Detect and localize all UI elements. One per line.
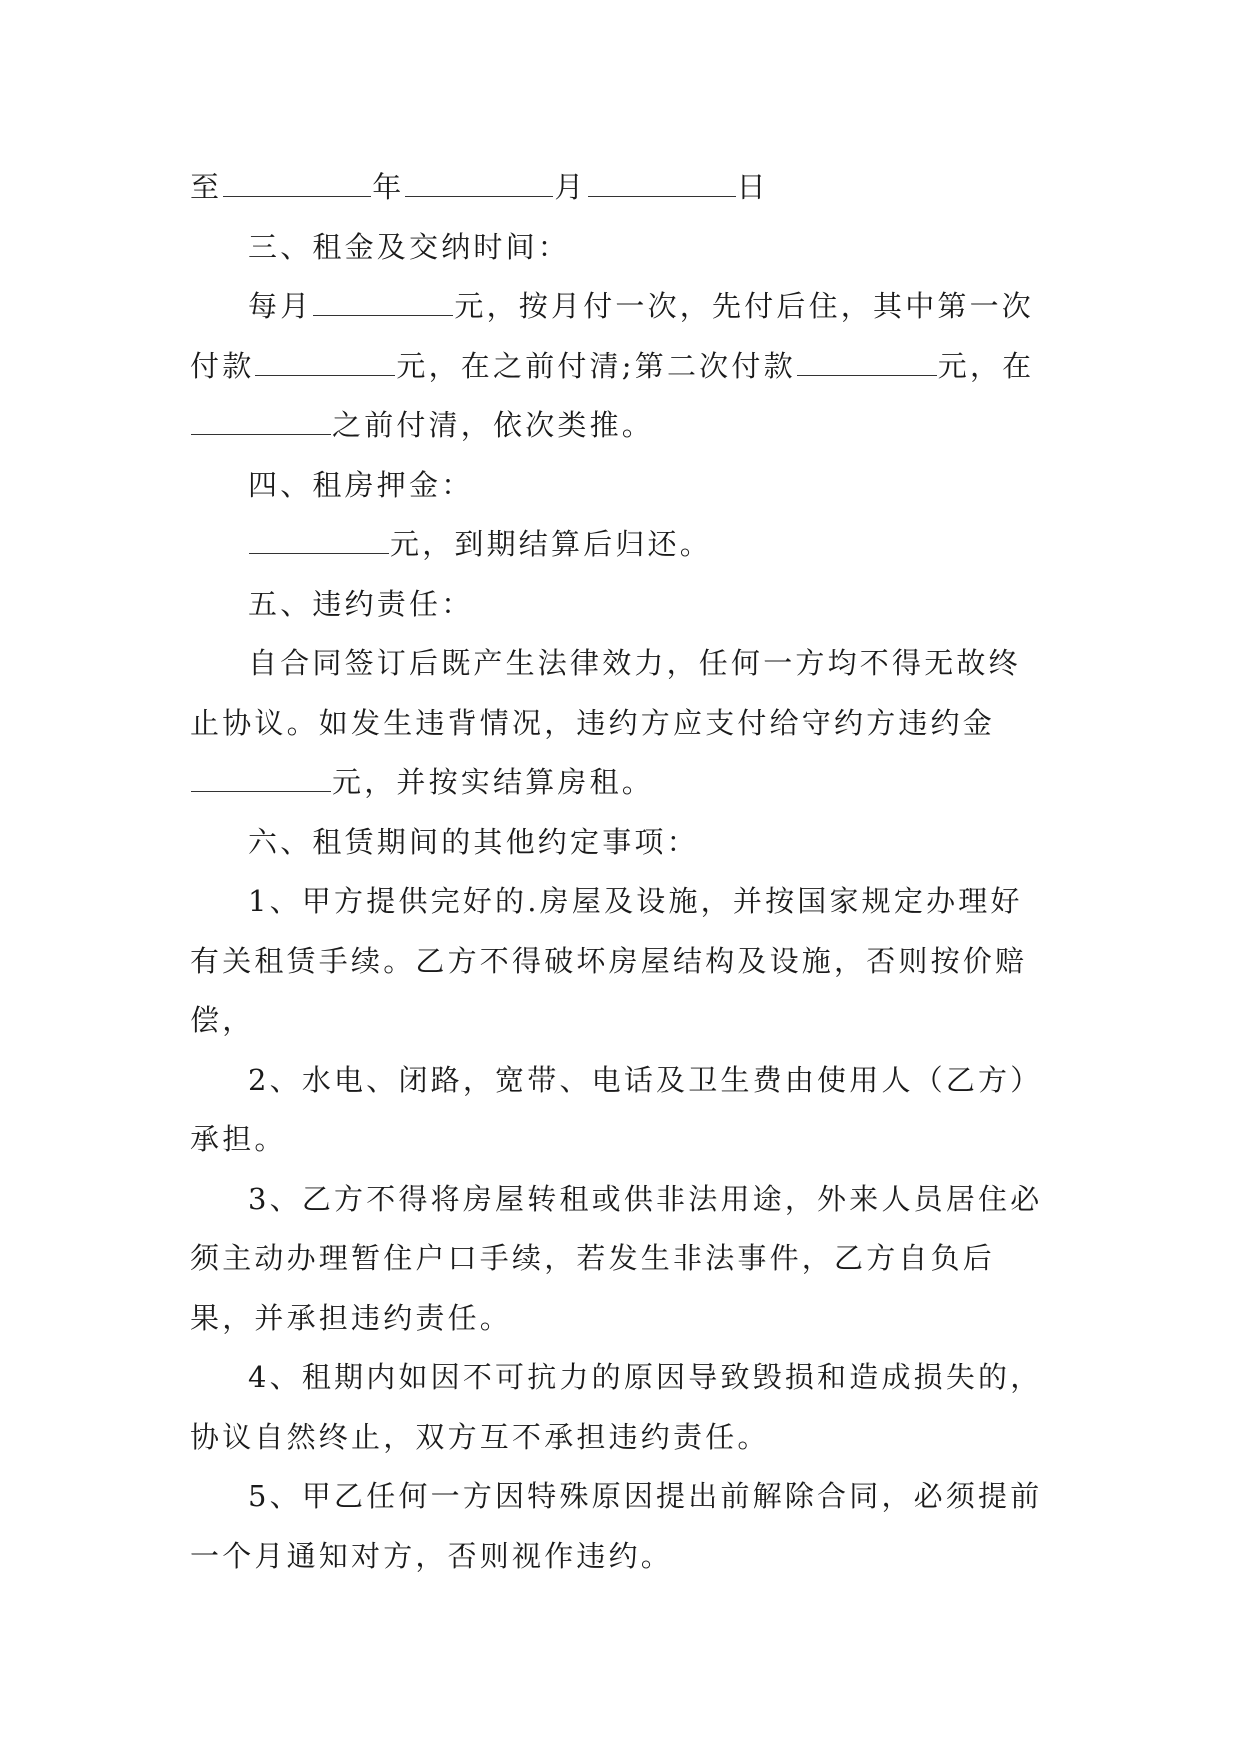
blank-deposit[interactable]	[249, 529, 389, 554]
term-item-2: 2、水电、闭路，宽带、电话及卫生费由使用人（乙方）承担。	[190, 1062, 1043, 1156]
text-year: 年	[372, 170, 405, 204]
section-heading-rent: 三、租金及交纳时间：	[248, 229, 571, 264]
blank-second-payment[interactable]	[797, 351, 937, 376]
deposit-text: 元，到期结算后归还。	[390, 527, 713, 561]
rent-text-d: 元，在	[937, 348, 1035, 383]
text-to: 至	[190, 170, 223, 204]
rent-text-b: 元，按月付一次，先付后住，其中第一次付款	[190, 289, 1035, 383]
blank-penalty[interactable]	[191, 767, 331, 792]
rent-text-a: 每月	[248, 289, 313, 323]
blank-first-payment[interactable]	[255, 351, 395, 376]
text-day: 日	[736, 170, 769, 204]
blank-due-date[interactable]	[191, 410, 331, 435]
text-month: 月	[554, 170, 587, 204]
blank-day[interactable]	[588, 172, 736, 197]
blank-year[interactable]	[223, 172, 371, 197]
term-item-4: 4、租期内如因不可抗力的原因导致毁损和造成损失的，协议自然终止，双方互不承担违约责任。	[190, 1360, 1043, 1454]
liability-paragraph	[190, 634, 1050, 813]
liability-text-b: 元，并按实结算房租。	[332, 765, 655, 799]
liability-text-a: 自合同签订后既产生法律效力，任何一方均不得无故终止协议。如发生违背情况，违约方应支付给守约方违约金	[190, 646, 1021, 740]
section-heading-other-terms: 六、租赁期间的其他约定事项：	[248, 824, 699, 859]
document-body	[190, 158, 1050, 1586]
term-item-1: 1、甲方提供完好的.房屋及设施，并按国家规定办理好有关租赁手续。乙方不得破坏房屋结构及设施，否则按价赔偿，	[190, 884, 1028, 1037]
blank-month[interactable]	[405, 172, 553, 197]
section-heading-liability: 五、违约责任：	[248, 586, 474, 621]
section-heading-deposit: 四、租房押金：	[248, 467, 474, 502]
lease-end-date-line	[190, 158, 1050, 218]
rent-paragraph	[190, 277, 1050, 456]
deposit-paragraph	[190, 515, 1050, 575]
blank-monthly-rent[interactable]	[313, 291, 453, 316]
rent-text-e: 之前付清，依次类推。	[332, 408, 655, 442]
term-item-5: 5、甲乙任何一方因特殊原因提出前解除合同，必须提前一个月通知对方，否则视作违约。	[190, 1479, 1043, 1573]
rent-text-c: 元，在之前付清;第二次付款	[396, 348, 796, 383]
term-item-3: 3、乙方不得将房屋转租或供非法用途，外来人员居住必须主动办理暂住户口手续，若发生非法事件，乙方自负后果，并承担违约责任。	[190, 1181, 1043, 1335]
